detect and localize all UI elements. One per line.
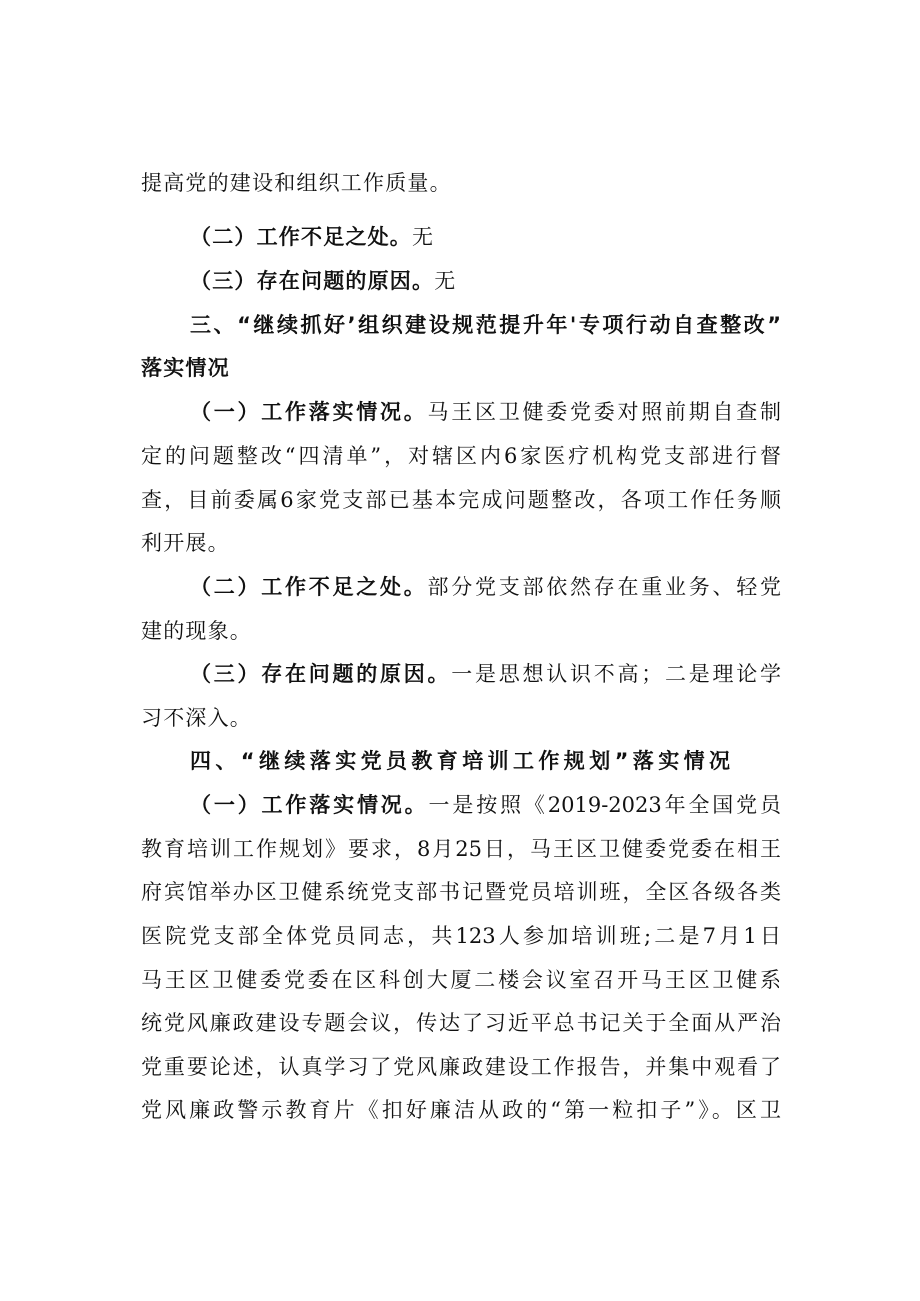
- section-label: （三）存在问题的原因。: [190, 269, 435, 293]
- section-2-2: [190, 222, 781, 252]
- section-text: 无: [412, 225, 435, 249]
- section-text: 无: [434, 269, 457, 293]
- heading-3-line-1: 三、“继续抓好’组织建设规范提升年'专项行动自查整改”: [190, 313, 781, 337]
- section-3-2: [190, 572, 781, 602]
- paragraph-line: 党风廉政警示教育片《扣好廉洁从政的“第一粒扣子”》。区卫: [141, 1098, 781, 1122]
- heading-3-line-2: 落实情况: [141, 356, 230, 380]
- section-4-1: [190, 790, 781, 820]
- paragraph-line: 党重要论述，认真学习了党风廉政建设工作报告，并集中观看了: [141, 1055, 781, 1079]
- paragraph-line: 教育培训工作规划》要求，8月25日，马王区卫健委党委在相王: [141, 837, 781, 861]
- section-text: 一是思想认识不高；二是理论学: [451, 662, 781, 686]
- paragraph-line: 利开展。: [141, 531, 230, 555]
- section-2-3: [190, 266, 781, 296]
- paragraph-line: 定的问题整改“四清单”，对辖区内6家医疗机构党支部进行督: [141, 444, 781, 468]
- paragraph-line: 医院党支部全体党员同志，共123人参加培训班;二是7月1日: [141, 924, 781, 948]
- section-label: （三）存在问题的原因。: [190, 662, 452, 686]
- paragraph-line: 马王区卫健委党委在区科创大厦二楼会议室召开马王区卫健系: [141, 968, 781, 992]
- paragraph-line: 习不深入。: [141, 706, 252, 730]
- section-3-1: [190, 397, 781, 427]
- section-label: （二）工作不足之处。: [190, 575, 428, 599]
- section-text: 马王区卫健委党委对照前期自查制: [427, 400, 781, 424]
- section-label: （一）工作落实情况。: [190, 793, 429, 817]
- paragraph-line: 统党风廉政建设专题会议，传达了习近平总书记关于全面从严治: [141, 1011, 781, 1035]
- section-3-3: [190, 659, 781, 689]
- section-text: 部分党支部依然存在重业务、轻党: [427, 575, 781, 599]
- paragraph-line: 府宾馆举办区卫健系统党支部书记暨党员培训班，全区各级各类: [141, 880, 781, 904]
- paragraph-line: 提高党的建设和组织工作质量。: [141, 171, 452, 195]
- paragraph-line: 建的现象。: [141, 619, 252, 643]
- section-label: （一）工作落实情况。: [190, 400, 428, 424]
- paragraph-line: 查，目前委属6家党支部已基本完成问题整改，各项工作任务顺: [141, 488, 781, 512]
- heading-4: 四、“继续落实党员教育培训工作规划”落实情况: [190, 749, 730, 773]
- section-text: 一是按照《2019-2023年全国党员: [428, 793, 782, 817]
- section-label: （二）工作不足之处。: [190, 225, 412, 249]
